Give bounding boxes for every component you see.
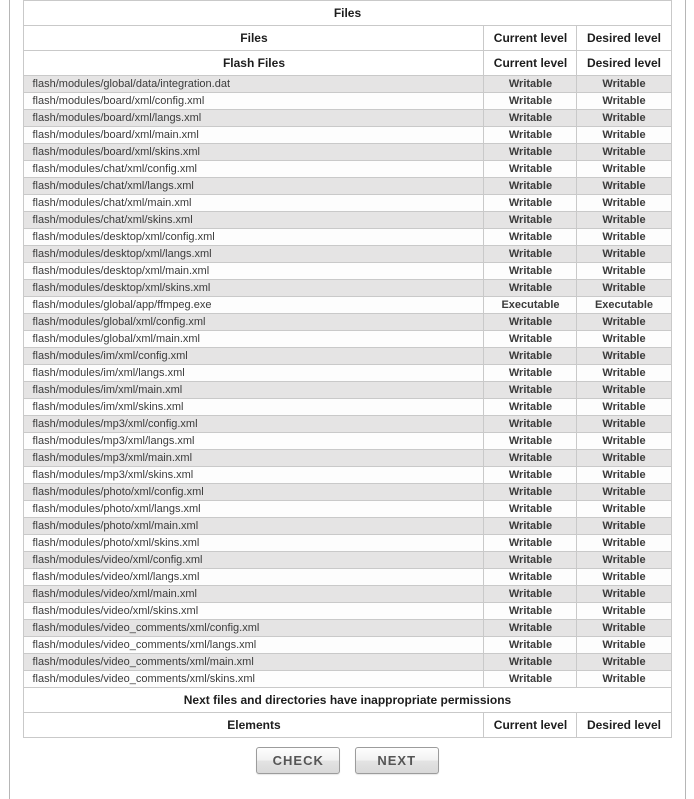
file-path: flash/modules/im/xml/skins.xml — [24, 399, 484, 416]
desired-level-value: Writable — [577, 671, 671, 688]
file-path: flash/modules/video/xml/config.xml — [24, 552, 484, 569]
desired-level-value: Writable — [577, 195, 671, 212]
inappropriate-permissions-notice: Next files and directories have inappropriate permissions — [24, 688, 671, 713]
next-button[interactable]: NEXT — [355, 747, 439, 774]
file-row — [24, 212, 671, 229]
file-row — [24, 161, 671, 178]
desired-level-value: Writable — [577, 127, 671, 144]
current-level-value: Writable — [484, 161, 577, 178]
file-path: flash/modules/global/data/integration.dat — [24, 76, 484, 93]
file-row — [24, 195, 671, 212]
desired-level-value: Writable — [577, 484, 671, 501]
desired-level-value: Writable — [577, 93, 671, 110]
file-path: flash/modules/board/xml/config.xml — [24, 93, 484, 110]
file-path: flash/modules/desktop/xml/skins.xml — [24, 280, 484, 297]
current-level-value: Writable — [484, 212, 577, 229]
file-path: flash/modules/im/xml/main.xml — [24, 382, 484, 399]
desired-level-header: Desired level — [577, 26, 671, 51]
file-row — [24, 654, 671, 671]
desired-level-value: Writable — [577, 314, 671, 331]
desired-level-value: Writable — [577, 450, 671, 467]
file-path: flash/modules/chat/xml/langs.xml — [24, 178, 484, 195]
file-path: flash/modules/photo/xml/main.xml — [24, 518, 484, 535]
desired-level-value: Writable — [577, 535, 671, 552]
action-buttons — [10, 747, 685, 774]
file-row — [24, 178, 671, 195]
file-row — [24, 637, 671, 654]
current-level-value: Writable — [484, 399, 577, 416]
current-level-value: Writable — [484, 586, 577, 603]
file-row — [24, 671, 671, 688]
current-level-value: Writable — [484, 229, 577, 246]
file-row — [24, 263, 671, 280]
current-level-value: Writable — [484, 280, 577, 297]
current-level-value: Writable — [484, 246, 577, 263]
table-title: Files — [24, 1, 671, 26]
current-level-value: Writable — [484, 365, 577, 382]
desired-level-value: Writable — [577, 637, 671, 654]
current-level-value: Writable — [484, 416, 577, 433]
file-row — [24, 229, 671, 246]
elements-header-row — [24, 713, 671, 738]
file-row — [24, 501, 671, 518]
file-rows — [24, 76, 671, 688]
current-level-value: Writable — [484, 484, 577, 501]
file-row — [24, 280, 671, 297]
file-row — [24, 365, 671, 382]
file-path: flash/modules/video_comments/xml/main.xml — [24, 654, 484, 671]
file-row — [24, 603, 671, 620]
current-level-value: Writable — [484, 637, 577, 654]
current-level-value: Writable — [484, 671, 577, 688]
file-path: flash/modules/chat/xml/skins.xml — [24, 212, 484, 229]
file-row — [24, 518, 671, 535]
desired-level-value: Writable — [577, 501, 671, 518]
column-header-row — [24, 26, 671, 51]
flash-files-section-header: Flash Files — [24, 51, 484, 76]
desired-level-value: Writable — [577, 212, 671, 229]
file-path: flash/modules/video_comments/xml/config.xml — [24, 620, 484, 637]
section-desired-level-header: Desired level — [577, 51, 671, 76]
desired-level-value: Writable — [577, 178, 671, 195]
desired-level-value: Writable — [577, 467, 671, 484]
file-row — [24, 348, 671, 365]
check-button[interactable]: CHECK — [256, 747, 340, 774]
desired-level-value: Writable — [577, 552, 671, 569]
file-path: flash/modules/global/app/ffmpeg.exe — [24, 297, 484, 314]
file-row — [24, 484, 671, 501]
current-level-value: Writable — [484, 110, 577, 127]
file-row — [24, 314, 671, 331]
file-path: flash/modules/photo/xml/langs.xml — [24, 501, 484, 518]
desired-level-value: Writable — [577, 586, 671, 603]
file-path: flash/modules/mp3/xml/config.xml — [24, 416, 484, 433]
file-path: flash/modules/video_comments/xml/skins.xml — [24, 671, 484, 688]
desired-level-value: Writable — [577, 229, 671, 246]
current-level-value: Writable — [484, 331, 577, 348]
current-level-value: Writable — [484, 263, 577, 280]
desired-level-value: Writable — [577, 433, 671, 450]
file-path: flash/modules/mp3/xml/langs.xml — [24, 433, 484, 450]
desired-level-value: Writable — [577, 348, 671, 365]
file-path: flash/modules/global/xml/main.xml — [24, 331, 484, 348]
current-level-value: Writable — [484, 603, 577, 620]
file-path: flash/modules/photo/xml/skins.xml — [24, 535, 484, 552]
desired-level-value: Writable — [577, 382, 671, 399]
file-row — [24, 535, 671, 552]
desired-level-value: Writable — [577, 280, 671, 297]
current-level-header: Current level — [484, 26, 577, 51]
current-level-value: Writable — [484, 314, 577, 331]
file-path: flash/modules/mp3/xml/skins.xml — [24, 467, 484, 484]
current-level-value: Writable — [484, 178, 577, 195]
file-row — [24, 467, 671, 484]
current-level-value: Writable — [484, 535, 577, 552]
elements-current-level-header: Current level — [484, 713, 577, 738]
current-level-value: Writable — [484, 127, 577, 144]
desired-level-value: Writable — [577, 654, 671, 671]
section-current-level-header: Current level — [484, 51, 577, 76]
file-path: flash/modules/chat/xml/config.xml — [24, 161, 484, 178]
file-row — [24, 110, 671, 127]
file-path: flash/modules/video/xml/main.xml — [24, 586, 484, 603]
desired-level-value: Writable — [577, 416, 671, 433]
file-row — [24, 569, 671, 586]
file-row — [24, 382, 671, 399]
file-row — [24, 127, 671, 144]
file-row — [24, 331, 671, 348]
file-path: flash/modules/global/xml/config.xml — [24, 314, 484, 331]
file-row — [24, 144, 671, 161]
desired-level-value: Writable — [577, 331, 671, 348]
file-row — [24, 620, 671, 637]
section-header-row — [24, 51, 671, 76]
file-path: flash/modules/desktop/xml/main.xml — [24, 263, 484, 280]
desired-level-value: Executable — [577, 297, 671, 314]
file-path: flash/modules/board/xml/langs.xml — [24, 110, 484, 127]
file-path: flash/modules/photo/xml/config.xml — [24, 484, 484, 501]
file-path: flash/modules/im/xml/config.xml — [24, 348, 484, 365]
file-path: flash/modules/desktop/xml/langs.xml — [24, 246, 484, 263]
desired-level-value: Writable — [577, 399, 671, 416]
file-row — [24, 433, 671, 450]
file-row — [24, 450, 671, 467]
file-row — [24, 297, 671, 314]
current-level-value: Writable — [484, 467, 577, 484]
current-level-value: Writable — [484, 433, 577, 450]
current-level-value: Writable — [484, 76, 577, 93]
current-level-value: Writable — [484, 501, 577, 518]
current-level-value: Writable — [484, 518, 577, 535]
desired-level-value: Writable — [577, 110, 671, 127]
current-level-value: Writable — [484, 93, 577, 110]
file-path: flash/modules/video/xml/langs.xml — [24, 569, 484, 586]
file-path: flash/modules/desktop/xml/config.xml — [24, 229, 484, 246]
file-path: flash/modules/mp3/xml/main.xml — [24, 450, 484, 467]
files-column-header: Files — [24, 26, 484, 51]
permissions-table — [23, 0, 671, 738]
elements-column-header: Elements — [24, 713, 484, 738]
file-row — [24, 76, 671, 93]
desired-level-value: Writable — [577, 603, 671, 620]
desired-level-value: Writable — [577, 569, 671, 586]
file-row — [24, 416, 671, 433]
elements-desired-level-header: Desired level — [577, 713, 671, 738]
current-level-value: Writable — [484, 569, 577, 586]
page-frame — [9, 0, 686, 799]
desired-level-value: Writable — [577, 365, 671, 382]
desired-level-value: Writable — [577, 144, 671, 161]
file-row — [24, 246, 671, 263]
current-level-value: Writable — [484, 654, 577, 671]
desired-level-value: Writable — [577, 620, 671, 637]
file-row — [24, 552, 671, 569]
desired-level-value: Writable — [577, 76, 671, 93]
file-path: flash/modules/video_comments/xml/langs.xml — [24, 637, 484, 654]
current-level-value: Writable — [484, 144, 577, 161]
file-path: flash/modules/board/xml/skins.xml — [24, 144, 484, 161]
file-path: flash/modules/video/xml/skins.xml — [24, 603, 484, 620]
file-row — [24, 399, 671, 416]
current-level-value: Executable — [484, 297, 577, 314]
desired-level-value: Writable — [577, 518, 671, 535]
file-path: flash/modules/im/xml/langs.xml — [24, 365, 484, 382]
file-row — [24, 586, 671, 603]
desired-level-value: Writable — [577, 246, 671, 263]
file-path: flash/modules/chat/xml/main.xml — [24, 195, 484, 212]
file-path: flash/modules/board/xml/main.xml — [24, 127, 484, 144]
desired-level-value: Writable — [577, 161, 671, 178]
current-level-value: Writable — [484, 382, 577, 399]
table-title-row — [24, 1, 671, 26]
current-level-value: Writable — [484, 348, 577, 365]
current-level-value: Writable — [484, 195, 577, 212]
current-level-value: Writable — [484, 450, 577, 467]
current-level-value: Writable — [484, 552, 577, 569]
current-level-value: Writable — [484, 620, 577, 637]
file-row — [24, 93, 671, 110]
desired-level-value: Writable — [577, 263, 671, 280]
notice-row — [24, 688, 671, 713]
